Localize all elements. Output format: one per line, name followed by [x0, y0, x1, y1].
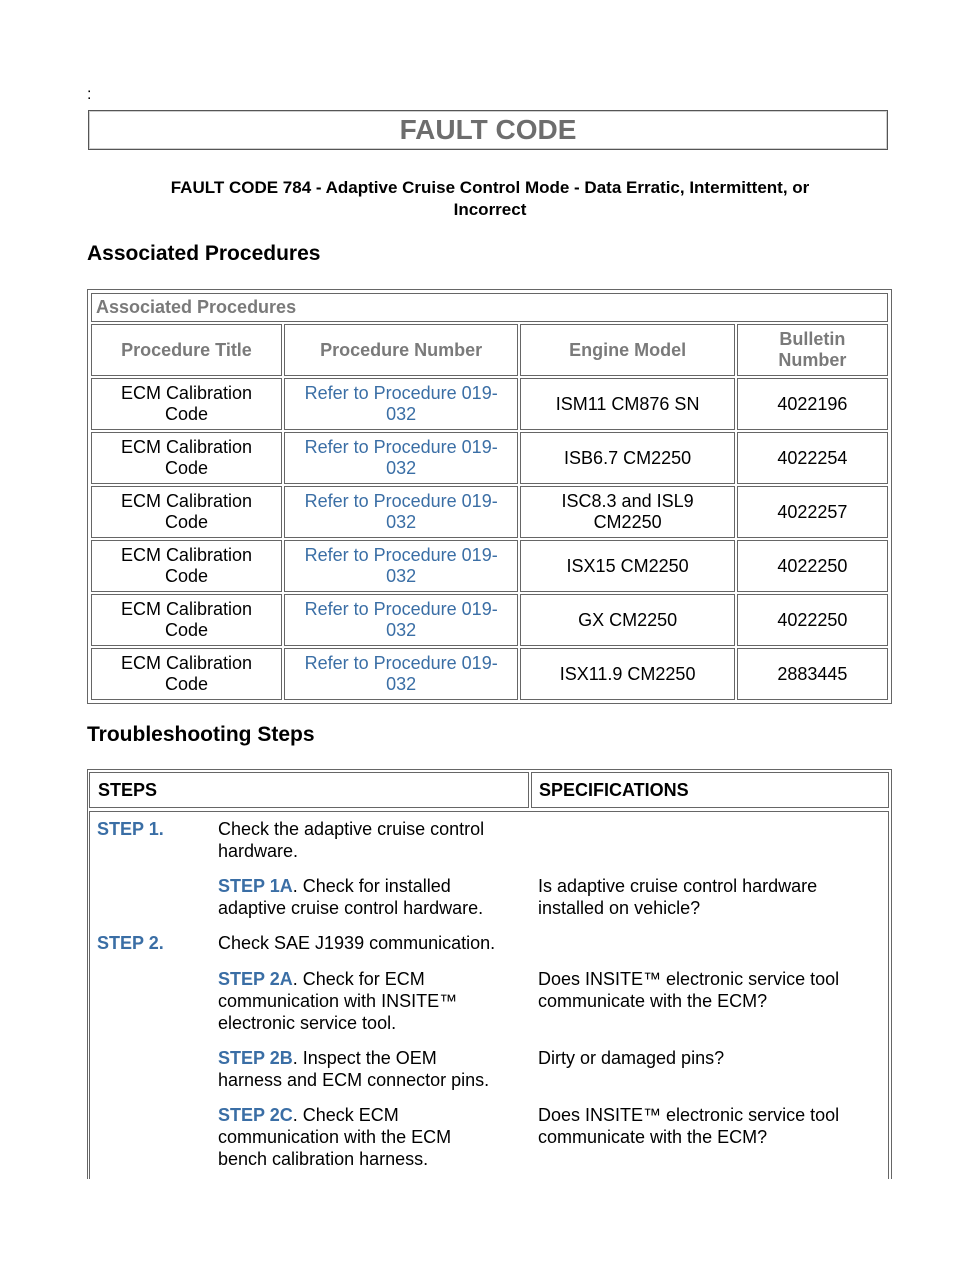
- procedure-title-line-1: ECM Calibration: [120, 653, 252, 673]
- bulletin-number: 2883445: [777, 663, 848, 684]
- step-1-line-1: Check the adaptive cruise control: [218, 819, 485, 839]
- procedure-title-line-1: ECM Calibration: [120, 545, 252, 565]
- col-procedure-title: Procedure Title: [91, 324, 282, 376]
- procedure-title-line-2: Code: [164, 620, 208, 640]
- step-2b-line-2: harness and ECM connector pins.: [218, 1070, 490, 1090]
- col-bulletin-line-1: Bulletin: [779, 329, 846, 349]
- procedure-title-cell: [91, 594, 282, 646]
- engine-model-cell: [520, 540, 734, 592]
- associated-procedures-table: [87, 289, 892, 704]
- step-2c-line-2: communication with the ECM: [218, 1127, 452, 1147]
- procedure-link-line-1[interactable]: Refer to Procedure 019-: [304, 383, 498, 403]
- step-1a-line-1: . Check for installed: [292, 876, 451, 896]
- bulletin-number-cell: [737, 648, 888, 700]
- step-2b-line-1: . Inspect the OEM: [292, 1048, 437, 1068]
- procedure-link-line-2[interactable]: 032: [386, 566, 417, 586]
- bulletin-number: 4022257: [777, 501, 848, 522]
- bulletin-number-cell: [737, 594, 888, 646]
- step-1-label[interactable]: STEP 1.: [97, 819, 164, 839]
- bulletin-number-cell: [737, 540, 888, 592]
- procedure-title-line-2: Code: [164, 674, 208, 694]
- col-steps: STEPS: [89, 772, 529, 808]
- bulletin-number: 4022196: [777, 393, 848, 414]
- col-engine-model: Engine Model: [520, 324, 734, 376]
- bulletin-number: 4022250: [777, 555, 848, 576]
- step-1a-spec-line-2: installed on vehicle?: [538, 898, 701, 918]
- procedure-link-line-2[interactable]: 032: [386, 404, 417, 424]
- step-2a-spec-line-1: Does INSITE™ electronic service tool: [538, 969, 840, 989]
- procedure-title-line-2: Code: [164, 404, 208, 424]
- table-row: [91, 648, 888, 700]
- procedure-title-cell: [91, 648, 282, 700]
- procedure-number-cell[interactable]: [284, 594, 518, 646]
- bulletin-number: 4022250: [777, 609, 848, 630]
- step-2c-label[interactable]: STEP 2C: [218, 1105, 293, 1125]
- associated-table-grid: [89, 291, 890, 702]
- procedure-title-line-1: ECM Calibration: [120, 437, 252, 457]
- engine-model-cell: [520, 378, 734, 430]
- step-2c-line-1: . Check ECM: [292, 1105, 399, 1125]
- step-1a-label[interactable]: STEP 1A: [218, 876, 293, 896]
- step-2b-text: [218, 1047, 528, 1091]
- step-2a-spec-line-2: communicate with the ECM?: [538, 991, 768, 1011]
- procedure-link-line-1[interactable]: Refer to Procedure 019-: [304, 653, 498, 673]
- fault-title: [110, 177, 870, 221]
- table-row: [91, 378, 888, 430]
- leading-mark: :: [87, 86, 92, 103]
- fault-title-line-2: Incorrect: [453, 200, 527, 219]
- procedure-link-line-2[interactable]: 032: [386, 620, 417, 640]
- procedure-title-cell: [91, 486, 282, 538]
- step-2c-text: [218, 1104, 528, 1170]
- table-row: [91, 594, 888, 646]
- procedure-title-line-2: Code: [164, 566, 208, 586]
- step-2-text: Check SAE J1939 communication.: [218, 933, 496, 953]
- procedure-link-line-1[interactable]: Refer to Procedure 019-: [304, 437, 498, 457]
- engine-model-line-1: ISM11 CM876 SN: [555, 393, 700, 414]
- step-2a-line-1: . Check for ECM: [292, 969, 425, 989]
- procedure-link-line-2[interactable]: 032: [386, 458, 417, 478]
- engine-model-line-1: ISX15 CM2250: [566, 555, 689, 576]
- engine-model-cell: [520, 432, 734, 484]
- step-2-label[interactable]: STEP 2.: [97, 933, 164, 953]
- associated-procedures-heading: Associated Procedures: [87, 242, 321, 265]
- engine-model-cell: [520, 486, 734, 538]
- step-2a-line-2: communication with INSITE™: [218, 991, 458, 1011]
- procedure-number-cell[interactable]: [284, 486, 518, 538]
- procedure-link-line-1[interactable]: Refer to Procedure 019-: [304, 491, 498, 511]
- associated-rows: [91, 378, 888, 700]
- step-2a-spec: [538, 968, 839, 1012]
- procedure-number-cell[interactable]: [284, 540, 518, 592]
- procedure-link-line-2[interactable]: 032: [386, 674, 417, 694]
- fault-title-line-1: FAULT CODE 784 - Adaptive Cruise Control Mode - Data Erratic, Intermittent, or: [170, 178, 810, 197]
- step-2b-spec: Dirty or damaged pins?: [538, 1048, 725, 1068]
- step-1a-spec: [538, 875, 817, 919]
- step-2c-spec: [538, 1104, 839, 1148]
- bulletin-number: 4022254: [777, 447, 848, 468]
- engine-model-line-2: CM2250: [593, 512, 662, 532]
- procedure-link-line-1[interactable]: Refer to Procedure 019-: [304, 545, 498, 565]
- fault-code-banner: FAULT CODE: [88, 110, 888, 150]
- table-row: [91, 486, 888, 538]
- col-procedure-number: Procedure Number: [284, 324, 518, 376]
- table-caption: Associated Procedures: [91, 293, 888, 322]
- step-2c-line-3: bench calibration harness.: [218, 1149, 429, 1169]
- procedure-title-cell: [91, 432, 282, 484]
- step-2b-label[interactable]: STEP 2B: [218, 1048, 293, 1068]
- bulletin-number-cell: [737, 378, 888, 430]
- engine-model-line-1: ISC8.3 and ISL9: [561, 491, 694, 511]
- procedure-number-cell[interactable]: [284, 432, 518, 484]
- col-bulletin-line-2: Number: [778, 350, 847, 370]
- table-row: [91, 540, 888, 592]
- col-specifications: SPECIFICATIONS: [531, 772, 889, 808]
- engine-model-cell: [520, 594, 734, 646]
- troubleshooting-heading: Troubleshooting Steps: [87, 723, 315, 746]
- procedure-title-line-1: ECM Calibration: [120, 383, 252, 403]
- step-1a-text: [218, 875, 528, 919]
- engine-model-cell: [520, 648, 734, 700]
- procedure-title-line-2: Code: [164, 458, 208, 478]
- step-2a-text: [218, 968, 528, 1034]
- table-row: [91, 432, 888, 484]
- col-bulletin-number: [737, 324, 888, 376]
- procedure-title-line-1: ECM Calibration: [120, 599, 252, 619]
- procedure-number-cell[interactable]: [284, 648, 518, 700]
- engine-model-line-1: GX CM2250: [578, 609, 678, 630]
- bulletin-number-cell: [737, 432, 888, 484]
- step-1a-spec-line-1: Is adaptive cruise control hardware: [538, 876, 818, 896]
- procedure-link-line-1[interactable]: Refer to Procedure 019-: [304, 599, 498, 619]
- step-2a-line-3: electronic service tool.: [218, 1013, 397, 1033]
- step-2c-spec-line-2: communicate with the ECM?: [538, 1127, 768, 1147]
- step-2c-spec-line-1: Does INSITE™ electronic service tool: [538, 1105, 840, 1125]
- step-2a-label[interactable]: STEP 2A: [218, 969, 293, 989]
- procedure-title-cell: [91, 378, 282, 430]
- step-1a-line-2: adaptive cruise control hardware.: [218, 898, 484, 918]
- step-1-line-2: hardware.: [218, 841, 299, 861]
- procedure-number-cell[interactable]: [284, 378, 518, 430]
- procedure-title-cell: [91, 540, 282, 592]
- procedure-link-line-2[interactable]: 032: [386, 512, 417, 532]
- step-1-text: [218, 818, 484, 862]
- procedure-title-line-2: Code: [164, 512, 208, 532]
- engine-model-line-1: ISB6.7 CM2250: [564, 447, 692, 468]
- engine-model-line-1: ISX11.9 CM2250: [559, 663, 696, 684]
- procedure-title-line-1: ECM Calibration: [120, 491, 252, 511]
- bulletin-number-cell: [737, 486, 888, 538]
